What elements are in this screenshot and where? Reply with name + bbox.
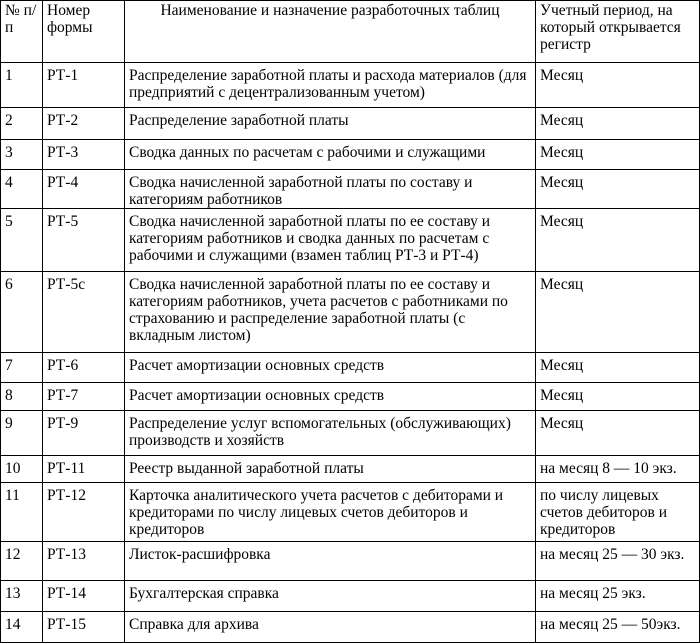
- header-period: Учетный период, на который открывается регистр: [536, 1, 700, 63]
- table-row: [1, 542, 700, 581]
- row-period: Месяц: [536, 140, 700, 170]
- row-form: РТ-5с: [43, 272, 125, 353]
- row-name: Сводка начисленной заработной платы по ее составу и категориям работников, учета расчетов с работниками по страхованию и распределение заработной платы (с вкладным листом): [125, 272, 536, 353]
- row-period: по числу лицевых счетов дебиторов и кредиторов: [536, 483, 700, 542]
- row-name: Распределение заработной платы и расхода материалов (для предприятий с децентрализованным учетом): [125, 63, 536, 108]
- row-form: РТ-14: [43, 581, 125, 612]
- row-name: Реестр выданной заработной платы: [125, 456, 536, 483]
- row-form: РТ-1: [43, 63, 125, 108]
- row-form: РТ-13: [43, 542, 125, 581]
- table-row: [1, 209, 700, 272]
- row-name: Бухгалтерская справка: [125, 581, 536, 612]
- table-row: [1, 170, 700, 209]
- table-row: [1, 383, 700, 411]
- row-period: на месяц 25 экз.: [536, 581, 700, 612]
- row-form: РТ-2: [43, 108, 125, 140]
- row-period: Месяц: [536, 108, 700, 140]
- row-name: Справка для архива: [125, 612, 536, 643]
- row-period: на месяц 8 — 10 экз.: [536, 456, 700, 483]
- table-row: [1, 353, 700, 383]
- row-num: 4: [1, 170, 43, 209]
- row-num: 10: [1, 456, 43, 483]
- row-period: на месяц 25 — 50экз.: [536, 612, 700, 643]
- row-num: 1: [1, 63, 43, 108]
- row-name: Распределение заработной платы: [125, 108, 536, 140]
- row-name: Сводка начисленной заработной платы по ее составу и категориям работников и сводка данных по расчетам с рабочими и служащими (взамен таблиц РТ-3 и РТ-4): [125, 209, 536, 272]
- row-num: 6: [1, 272, 43, 353]
- row-name: Расчет амортизации основных средств: [125, 353, 536, 383]
- row-num: 8: [1, 383, 43, 411]
- table-header: [1, 1, 700, 63]
- row-num: 11: [1, 483, 43, 542]
- row-period: Месяц: [536, 383, 700, 411]
- row-period: Месяц: [536, 353, 700, 383]
- row-period: на месяц 25 — 30 экз.: [536, 542, 700, 581]
- table-row: [1, 108, 700, 140]
- row-num: 12: [1, 542, 43, 581]
- row-num: 2: [1, 108, 43, 140]
- row-num: 14: [1, 612, 43, 643]
- row-form: РТ-7: [43, 383, 125, 411]
- table-row: [1, 272, 700, 353]
- row-num: 13: [1, 581, 43, 612]
- row-name: Листок-расшифровка: [125, 542, 536, 581]
- table-body: [1, 63, 700, 643]
- row-name: Расчет амортизации основных средств: [125, 383, 536, 411]
- row-form: РТ-6: [43, 353, 125, 383]
- row-form: РТ-11: [43, 456, 125, 483]
- table-row: [1, 483, 700, 542]
- row-period: Месяц: [536, 209, 700, 272]
- row-form: РТ-5: [43, 209, 125, 272]
- row-period: Месяц: [536, 411, 700, 456]
- row-form: РТ-4: [43, 170, 125, 209]
- row-num: 5: [1, 209, 43, 272]
- row-period: Месяц: [536, 63, 700, 108]
- row-name: Сводка данных по расчетам с рабочими и служащими: [125, 140, 536, 170]
- row-period: Месяц: [536, 170, 700, 209]
- table-row: [1, 456, 700, 483]
- table-row: [1, 63, 700, 108]
- table-row: [1, 140, 700, 170]
- table-row: [1, 581, 700, 612]
- row-period: Месяц: [536, 272, 700, 353]
- table-row: [1, 612, 700, 643]
- row-form: РТ-9: [43, 411, 125, 456]
- header-num: № п/п: [1, 1, 43, 63]
- row-name: Сводка начисленной заработной платы по составу и категориям работников: [125, 170, 536, 209]
- row-num: 3: [1, 140, 43, 170]
- row-num: 7: [1, 353, 43, 383]
- header-form: Номер формы: [43, 1, 125, 63]
- row-form: РТ-3: [43, 140, 125, 170]
- row-num: 9: [1, 411, 43, 456]
- header-name: Наименование и назначение разработочных таблиц: [125, 1, 536, 63]
- header-row: [1, 1, 700, 63]
- row-name: Распределение услуг вспомогательных (обслуживающих) производств и хозяйств: [125, 411, 536, 456]
- row-form: РТ-15: [43, 612, 125, 643]
- row-name: Карточка аналитического учета расчетов с дебиторами и кредиторами по числу лицевых счетов дебиторов и кредиторов: [125, 483, 536, 542]
- row-form: РТ-12: [43, 483, 125, 542]
- table-row: [1, 411, 700, 456]
